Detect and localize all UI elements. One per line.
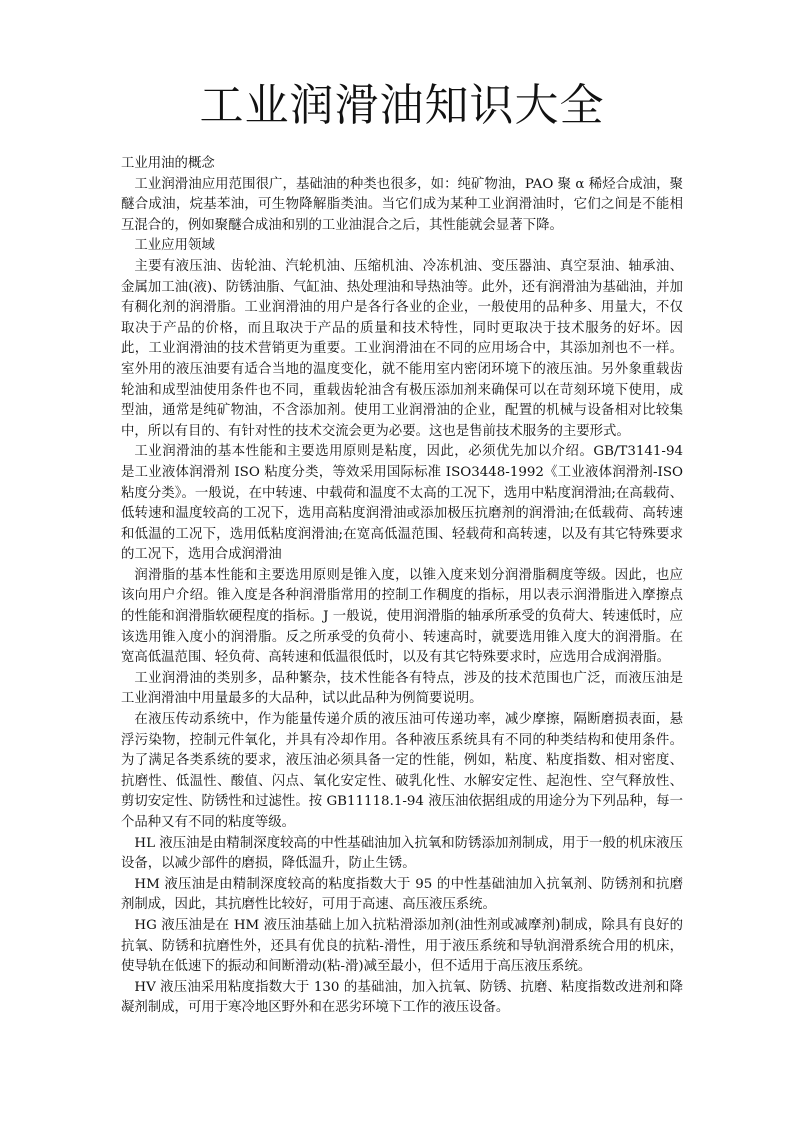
- section-heading-industrial-oil-concept: 工业用油的概念: [121, 156, 215, 171]
- document-title: 工业润滑油知识大全: [199, 80, 605, 131]
- paragraph-hm-oil: HM 液压油是由精制深度较高的粘度指数大于 95 的中性基础油加入抗氧剂、防锈剂和抗磨剂制成，因此，其抗磨性比较好，可用于高速、高压液压系统。: [121, 876, 683, 913]
- paragraph-hl-oil: HL 液压油是由精制深度较高的中性基础油加入抗氧和防锈添加剂制成，用于一般的机床液压设备，以减少部件的磨损，降低温升，防止生锈。: [121, 835, 683, 872]
- section-heading-application-fields: 工业应用领域: [134, 238, 215, 254]
- paragraph-hydraulic-oil-intro: 工业润滑油的类别多，品种繁杂，技术性能各有特点，涉及的技术范围也广泛，而液压油是工业润滑油中用量最多的大品种，试以此品种为例简要说明。: [121, 670, 683, 707]
- paragraph-viscosity-selection: 工业润滑油的基本性能和主要选用原则是粘度，因此，必须优先加以介绍。GB/T3141-94 是工业液体润滑剂 ISO 粘度分类，等效采用国际标准 ISO3448-1992《工业液体润滑剂-ISO 粘度分类》。一般说，在中转速、中载荷和温度不太高的工况下，选用中粘度润滑油;在高载荷、低转速和温度较高的工况下，选用高粘度润滑油或添加极压抗磨剂的润滑油;在低载荷、高转速和低温的工况下，选用低粘度润滑油;在宽高低温范围、轻载荷和高转速，以及有其它特殊要求的工况下，选用合成润滑油: [121, 444, 683, 563]
- paragraph-application-fields: 主要有液压油、齿轮油、汽轮机油、压缩机油、冷冻机油、变压器油、真空泵油、轴承油、金属加工油(液)、防锈油脂、气缸油、热处理油和导热油等。此外，还有润滑油为基础油，并加有稠化剂的润滑脂。工业润滑油的用户是各行各业的企业，一般使用的品种多、用量大，不仅取决于产品的价格，而且取决于产品的质量和技术特性，同时更取决于技术服务的好坏。因此，工业润滑油的技术营销更为重要。工业润滑油在不同的应用场合中，其添加剂也不一样。室外用的液压油要有适合当地的温度变化，就不能用室内密闭环境下的液压油。另外象重载齿轮油和成型油使用条件也不同，重载齿轮油含有极压添加剂来确保可以在苛刻环境下使用，成型油，通常是纯矿物油，不含添加剂。使用工业润滑油的企业，配置的机械与设备相对比较集中，所以有目的、有针对性的技术交流会更为必要。这也是售前技术服务的主要形式。: [121, 258, 683, 439]
- paragraph-base-oils: 工业润滑油应用范围很广，基础油的种类也很多，如：纯矿物油，PAO 聚 α 稀烃合成油，聚醚合成油，烷基苯油，可生物降解脂类油。当它们成为某种工业润滑油时，它们之间是不能相互混合的，例如聚醚合成油和别的工业油混合之后，其性能就会显著下降。: [121, 176, 683, 233]
- paragraph-hydraulic-system: 在液压传动系统中，作为能量传递介质的液压油可传递功率，减少摩擦，隔断磨损表面，悬浮污染物，控制元件氧化，并具有冷却作用。各种液压系统具有不同的种类结构和使用条件。为了满足各类系统的要求，液压油必须具备一定的性能，例如，粘度、粘度指数、相对密度、抗磨性、低温性、酸值、闪点、氧化安定性、破乳化性、水解安定性、起泡性、空气释放性、剪切安定性、防锈性和过滤性。按 GB11118.1-94 液压油依据组成的用途分为下列品种，每一个品种又有不同的粘度等级。: [121, 712, 683, 830]
- document-body: [121, 154, 683, 1019]
- paragraph-hv-oil: HV 液压油采用粘度指数大于 130 的基础油，加入抗氧、防锈、抗磨、粘度指数改进剂和降凝剂制成，可用于寒冷地区野外和在恶劣环境下工作的液压设备。: [121, 979, 683, 1016]
- paragraph-grease-penetration: 润滑脂的基本性能和主要选用原则是锥入度，以锥入度来划分润滑脂稠度等级。因此，也应该向用户介绍。锥入度是各种润滑脂常用的控制工作稠度的指标，用以表示润滑脂进入摩擦点的性能和润滑脂软硬程度的指标。J 一般说，使用润滑脂的轴承所承受的负荷大、转速低时，应该选用锥入度小的润滑脂。反之所承受的负荷小、转速高时，就要选用锥入度大的润滑脂。在宽高低温范围、轻负荷、高转速和低温很低时，以及有其它特殊要求时，应选用合成润滑脂。: [121, 567, 683, 666]
- paragraph-hg-oil: HG 液压油是在 HM 液压油基础上加入抗粘滑添加剂(油性剂或减摩剂)制成，除具有良好的抗氧、防锈和抗磨性外，还具有优良的抗粘-滑性，用于液压系统和导轨润滑系统合用的机床，使导轨在低速下的振动和间断滑动(粘-滑)减至最小，但不适用于高压液压系统。: [121, 917, 683, 975]
